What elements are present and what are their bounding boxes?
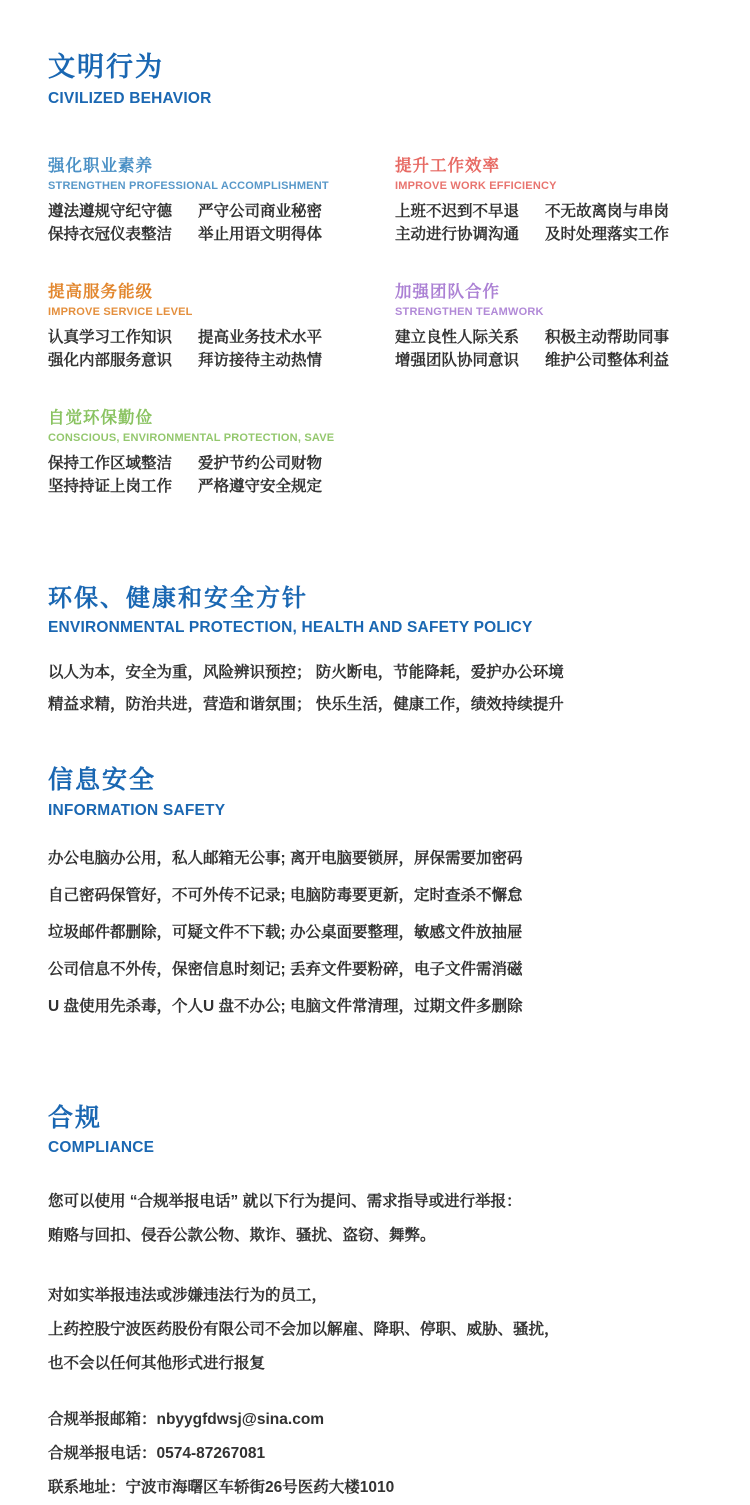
category-items	[48, 452, 395, 498]
category-title-zh: 强化职业素养	[48, 156, 153, 175]
section-information-safety	[48, 767, 710, 1025]
category-teamwork	[395, 278, 710, 372]
category-item: 严格遵守安全规定	[198, 477, 323, 495]
category-items	[48, 200, 395, 246]
ehs-line: 以人为本，安全为重，风险辨识预控； 防火断电，节能降耗，爱护办公环境	[48, 664, 564, 682]
ehs-title-en: ENVIRONMENTAL PROTECTION, HEALTH AND SAFETY POLICY	[48, 619, 533, 637]
report-email: 合规举报邮箱：nbyygfdwsj@sina.com	[48, 1411, 325, 1429]
category-item: 维护公司整体利益	[545, 351, 670, 369]
info-safety-line: 垃圾邮件都删除，可疑文件不下载; 办公桌面要整理，敏感文件放抽屉	[48, 923, 523, 941]
category-title-zh: 加强团队合作	[395, 282, 500, 301]
ehs-line: 精益求精，防治共进，营造和谐氛围； 快乐生活，健康工作，绩效持续提升	[48, 696, 564, 714]
category-items	[395, 326, 710, 372]
category-item-row	[48, 475, 395, 498]
category-item: 遵法遵规守纪守德	[48, 202, 173, 220]
section-civilized-behavior	[48, 53, 710, 498]
category-title-en: IMPROVE WORK EFFICIENCY	[395, 179, 557, 192]
compliance-protection	[48, 1279, 710, 1381]
category-item: 拜访接待主动热情	[198, 351, 323, 369]
report-phone: 合规举报电话：0574-87267081	[48, 1445, 266, 1463]
category-item: 保持衣冠仪表整洁	[48, 225, 173, 243]
category-professional-accomplishment	[48, 152, 395, 246]
category-item: 严守公司商业秘密	[198, 202, 323, 220]
category-item: 上班不迟到不早退	[395, 202, 520, 220]
category-item: 保持工作区域整洁	[48, 454, 173, 472]
compliance-title-zh: 合规	[48, 1103, 103, 1132]
compliance-line: 也不会以任何其他形式进行报复	[48, 1355, 266, 1373]
info-safety-line: 自己密码保管好，不可外传不记录; 电脑防毒要更新，定时查杀不懈怠	[48, 886, 523, 904]
compliance-title-en: COMPLIANCE	[48, 1139, 155, 1157]
info-safety-title-zh: 信息安全	[48, 766, 157, 795]
category-item-row	[395, 326, 710, 349]
category-work-efficiency	[395, 152, 710, 246]
category-title-en: STRENGTHEN PROFESSIONAL ACCOMPLISHMENT	[48, 179, 329, 192]
category-item-row	[48, 326, 395, 349]
category-item: 建立良性人际关系	[395, 328, 520, 346]
compliance-contact	[48, 1403, 710, 1505]
category-title-zh: 提高服务能级	[48, 282, 153, 301]
category-title-zh: 提升工作效率	[395, 156, 500, 175]
category-item-row	[395, 200, 710, 223]
info-safety-title-en: INFORMATION SAFETY	[48, 801, 226, 819]
compliance-intro	[48, 1185, 710, 1253]
compliance-line: 上药控股宁波医药股份有限公司不会加以解雇、降职、停职、威胁、骚扰，	[48, 1321, 560, 1339]
category-environmental-thrift	[48, 404, 395, 498]
category-item: 积极主动帮助同事	[545, 328, 670, 346]
civilized-title-en: CIVILIZED BEHAVIOR	[48, 89, 212, 107]
ehs-title-zh: 环保、健康和安全方针	[48, 584, 308, 612]
category-title-en: CONSCIOUS, ENVIRONMENTAL PROTECTION, SAVE	[48, 431, 335, 444]
category-title-en: STRENGTHEN TEAMWORK	[395, 305, 544, 318]
category-item-row	[48, 200, 395, 223]
civilized-title-zh: 文明行为	[48, 52, 164, 82]
compliance-line: 您可以使用 “合规举报电话” 就以下行为提问、需求指导或进行举报：	[48, 1193, 522, 1211]
category-item: 强化内部服务意识	[48, 351, 173, 369]
category-item-row	[48, 223, 395, 246]
category-item: 爱护节约公司财物	[198, 454, 323, 472]
category-item: 坚持持证上岗工作	[48, 477, 173, 495]
category-items	[48, 326, 395, 372]
info-safety-line: U 盘使用先杀毒，个人U 盘不办公; 电脑文件常清理，过期文件多删除	[48, 997, 523, 1015]
info-safety-line: 办公电脑办公用，私人邮箱无公事; 离开电脑要锁屏，屏保需要加密码	[48, 849, 523, 867]
category-item: 增强团队协同意识	[395, 351, 520, 369]
compliance-line: 对如实举报违法或涉嫌违法行为的员工，	[48, 1287, 328, 1305]
compliance-line: 贿赂与回扣、侵吞公款公物、欺诈、骚扰、盗窃、舞弊。	[48, 1227, 436, 1245]
category-title-en: IMPROVE SERVICE LEVEL	[48, 305, 193, 318]
category-item-row	[395, 349, 710, 372]
category-item-row	[48, 349, 395, 372]
ehs-body	[48, 657, 710, 721]
category-item: 举止用语文明得体	[198, 225, 323, 243]
category-title-zh: 自觉环保勤俭	[48, 408, 153, 427]
section-ehs-policy	[48, 586, 710, 721]
info-safety-line: 公司信息不外传，保密信息时刻记; 丢弃文件要粉碎，电子文件需消磁	[48, 960, 523, 978]
category-service-level	[48, 278, 395, 372]
category-item: 认真学习工作知识	[48, 328, 173, 346]
contact-address: 联系地址：宁波市海曙区车轿街26号医药大楼1010	[48, 1479, 395, 1497]
category-items	[395, 200, 710, 246]
info-safety-body	[48, 840, 710, 1025]
category-item: 及时处理落实工作	[545, 225, 670, 243]
behavior-category-grid	[48, 152, 710, 498]
category-item: 提高业务技术水平	[198, 328, 323, 346]
category-item: 不无故离岗与串岗	[545, 202, 670, 220]
section-compliance	[48, 1105, 710, 1505]
category-item-row	[48, 452, 395, 475]
category-item-row	[395, 223, 710, 246]
category-item: 主动进行协调沟通	[395, 225, 520, 243]
